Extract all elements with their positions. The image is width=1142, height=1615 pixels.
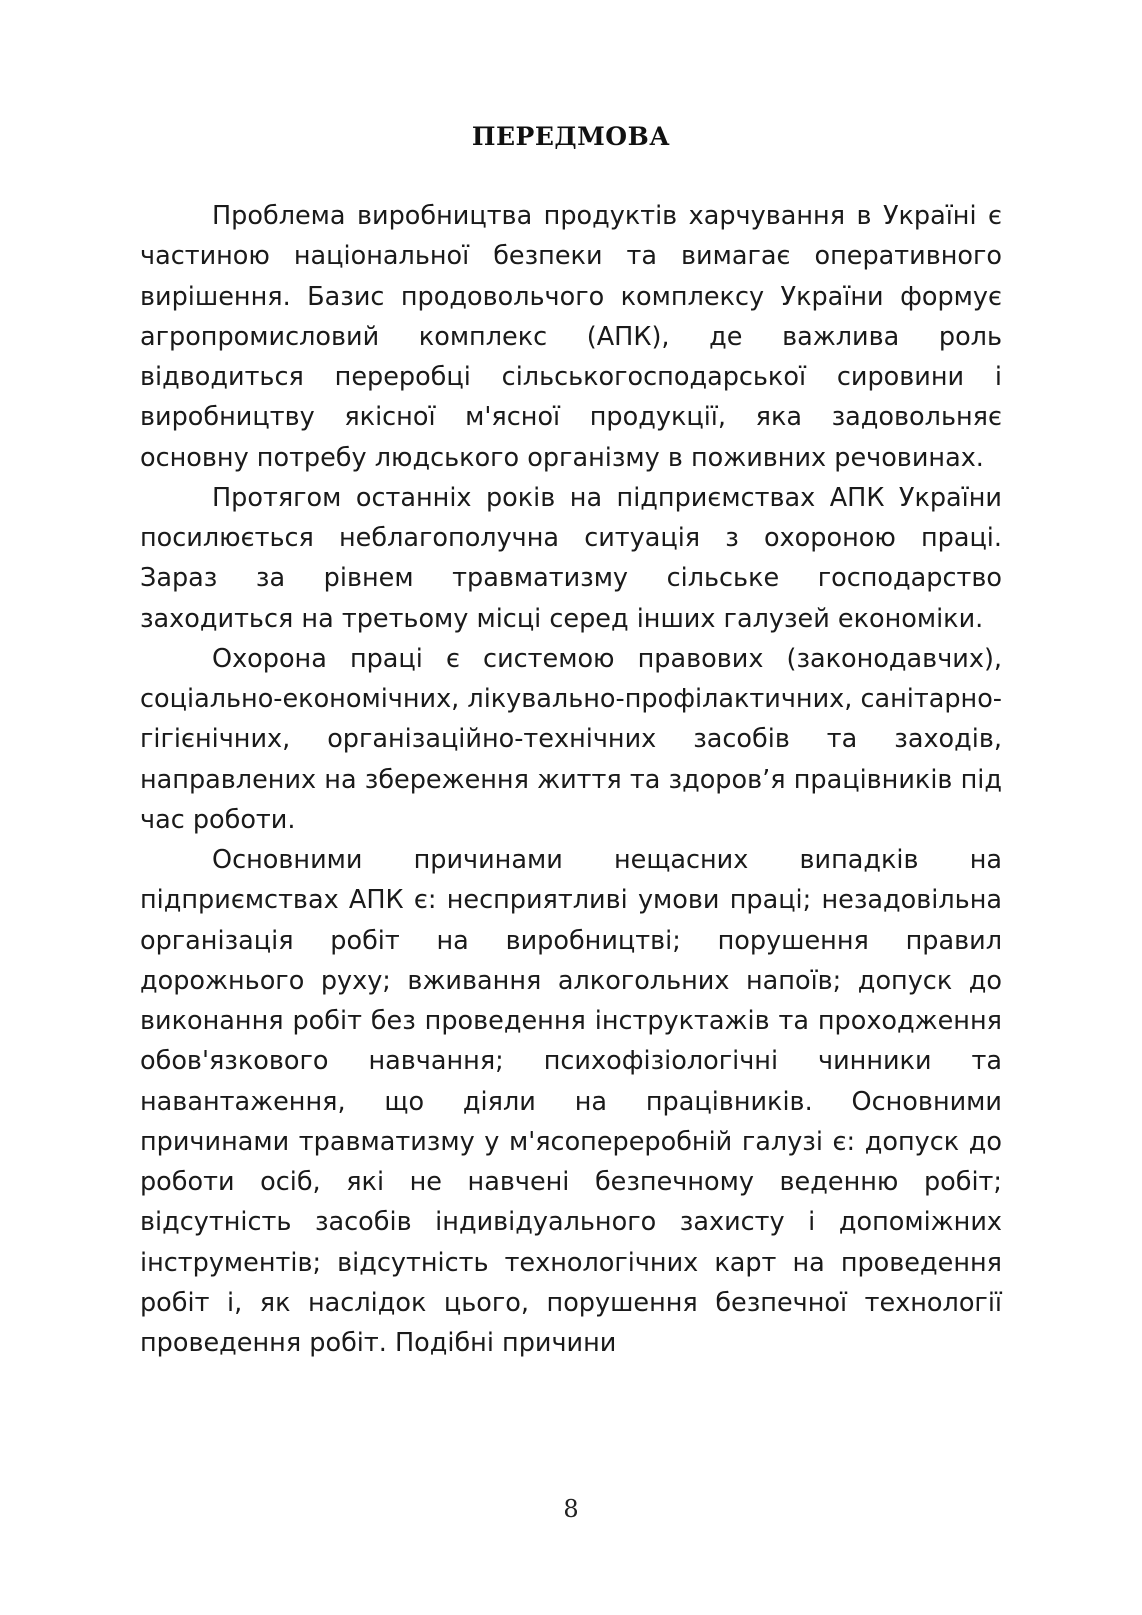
paragraph-1: Проблема виробництва продуктів харчування в Україні є частиною національної безпеки та вимагає оперативного вирішення. Базис продовольчого комплексу України формує агропромисловий комплекс (АПК), де важлива роль відводиться переробці сільськогосподарської сировини і виробництву якісної м'ясної продукції, яка задовольняє основну потребу людського організму в поживних речовинах. <box>140 201 1002 473</box>
paragraph-2: Протягом останніх років на підприємствах АПК України посилюється неблагополучна ситуація з охороною праці. Зараз за рівнем травматизму сільське господарство заходиться на третьому місці серед інших галузей економіки. <box>140 482 1002 634</box>
paragraph-3: Охорона праці є системою правових (законодавчих), соціально-економічних, лікувально-профілактичних, санітарно-гігієнічних, організаційно-технічних засобів та заходів, направлених на збереження життя та здоров’я працівників під час роботи. <box>140 643 1002 835</box>
page-title: ПЕРЕДМОВА <box>471 122 671 151</box>
body-text <box>140 196 1002 1363</box>
page-number: 8 <box>563 1495 579 1523</box>
paragraph-4: Основними причинами нещасних випадків на підприємствах АПК є: несприятливі умови праці; незадовільна організація робіт на виробництві; порушення правил дорожнього руху; вживання алкогольних напоїв; допуск до виконання робіт без проведення інструктажів та проходження обов'язкового навчання; психофізіологічні чинники та навантаження, що діяли на працівників. Основними причинами травматизму у м'ясопереробній галузі є: допуск до роботи осіб, які не навчені безпечному веденню робіт; відсутність засобів індивідуального захисту і допоміжних інструментів; відсутність технологічних карт на проведення робіт і, як наслідок цього, порушення безпечної технології проведення робіт. Подібні причини <box>140 845 1002 1358</box>
